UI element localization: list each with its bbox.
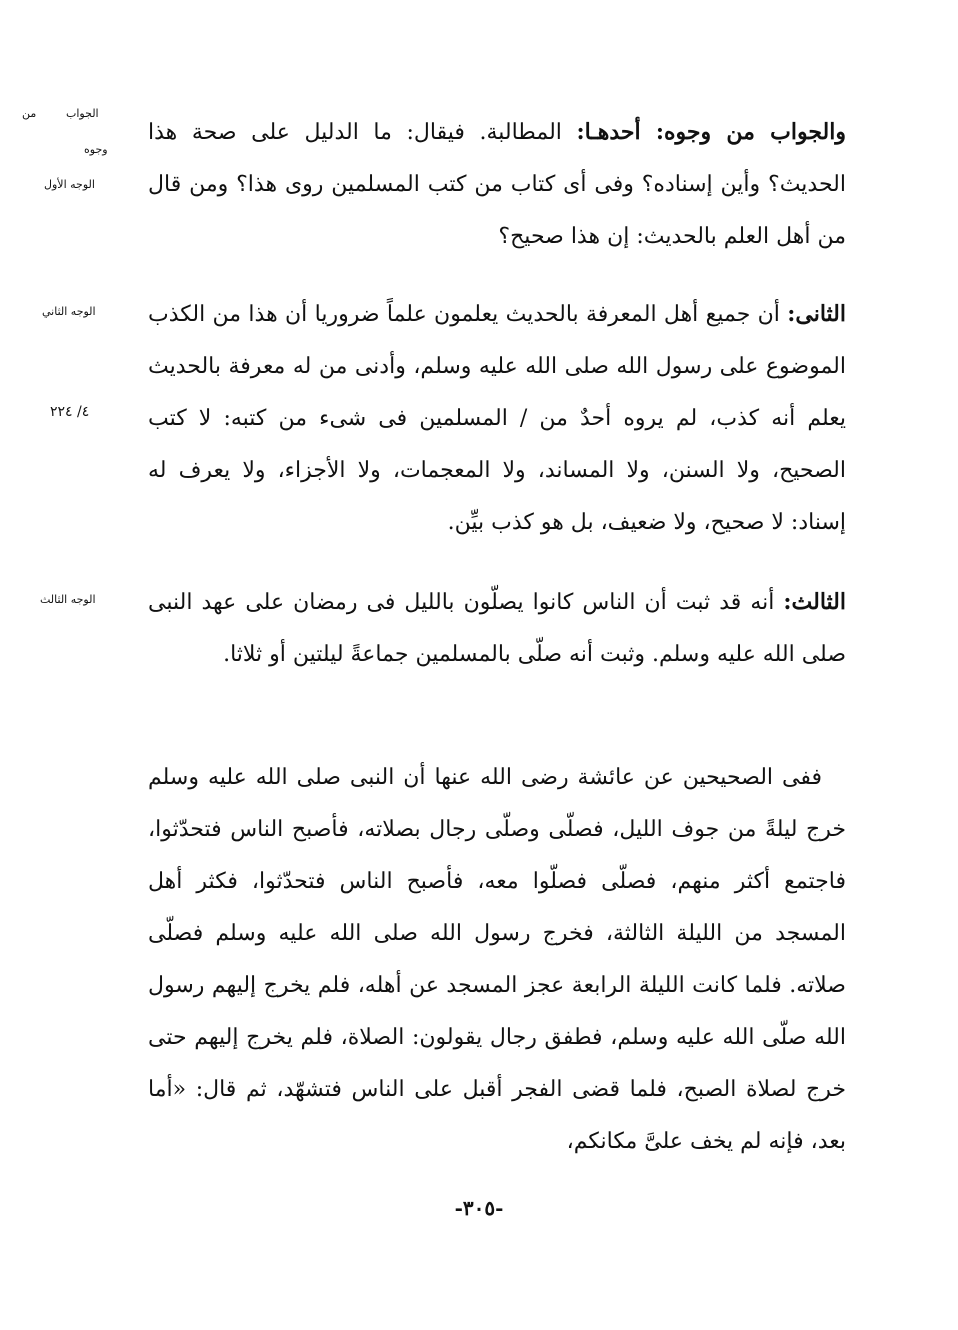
margin-note-volume-page-ref: ٤/ ٢٢٤	[50, 404, 90, 420]
page-number: -٣٠٥-	[454, 1196, 504, 1220]
margin-note-first-aspect: الوجه الأول	[44, 178, 95, 191]
paragraph-lead: الثانى:	[787, 301, 846, 327]
margin-note-second-aspect: الوجه الثاني	[42, 305, 96, 318]
margin-note-wujuh: وجوه	[84, 143, 108, 156]
paragraph-text: أن جميع أهل المعرفة بالحديث يعلمون علماً ضروريا أن هذا من الكذب الموضوع على رسول الله صلى الله عليه وسلم، وأدنى من له معرفة بالحديث يعلم أنه كذب، لم يروه أحدٌ من / المسلمين فى شىء من كتبه: لا كتب الصحيح، ولا السنن، ولا المساند، ولا المعجمات، ولا الأجزاء، ولا يعرف له إسناد: لا صحيح، ولا ضعيف، بل هو كذب بيِّن.	[148, 302, 846, 535]
paragraph-second-aspect	[148, 288, 846, 549]
margin-note-min: من	[22, 107, 37, 120]
paragraph-first-aspect	[148, 106, 846, 263]
paragraph-text: المطالبة. فيقال: ما الدليل على صحة هذا الحديث؟ وأين إسناده؟ وفى أى كتاب من كتب المسلمين روى هذا؟ ومن قال من أهل العلم بالحديث: إن هذا صحيح؟	[148, 120, 846, 249]
paragraph-third-aspect	[148, 576, 846, 681]
paragraph-lead: الثالث:	[783, 589, 846, 615]
margin-note-jawab: الجواب	[66, 107, 99, 120]
paragraph-text: أنه قد ثبت أن الناس كانوا يصلّون بالليل فى رمضان على عهد النبى صلى الله عليه وسلم. وثبت أنه صلّى بالمسلمين جماعةً ليلتين أو ثلاثا.	[148, 590, 846, 667]
paragraph-lead: والجواب من وجوه: أحدهـا:	[576, 119, 846, 145]
paragraph-text: ففى الصحيحين عن عائشة رضى الله عنها أن النبى صلى الله عليه وسلم خرج ليلةً من جوف الليل، فصلّى وصلّى رجال بصلاته، فأصبح الناس فتحدّثوا، فاجتمع أكثر منهم، فصلّى فصلّوا معه، فأصبح الناس فتحدّثوا، فكثر أهل المسجد من الليلة الثالثة، فخرج رسول الله صلى الله عليه وسلم فصلّى صلاته. فلما كانت الليلة الرابعة عجز المسجد عن أهله، فلم يخرج إليهم رسول الله صلّى الله عليه وسلم، فطفق رجال يقولون: الصلاة، فلم يخرج إليهم حتى خرج لصلاة الصبح، فلما قضى الفجر أقبل على الناس فتشهّد، ثم قال: «أما بعد، فإنه لم يخف علىَّ مكانكم،	[148, 765, 846, 1154]
paragraph-hadith-quote	[148, 752, 846, 1168]
margin-note-third-aspect: الوجه الثالث	[40, 593, 96, 606]
